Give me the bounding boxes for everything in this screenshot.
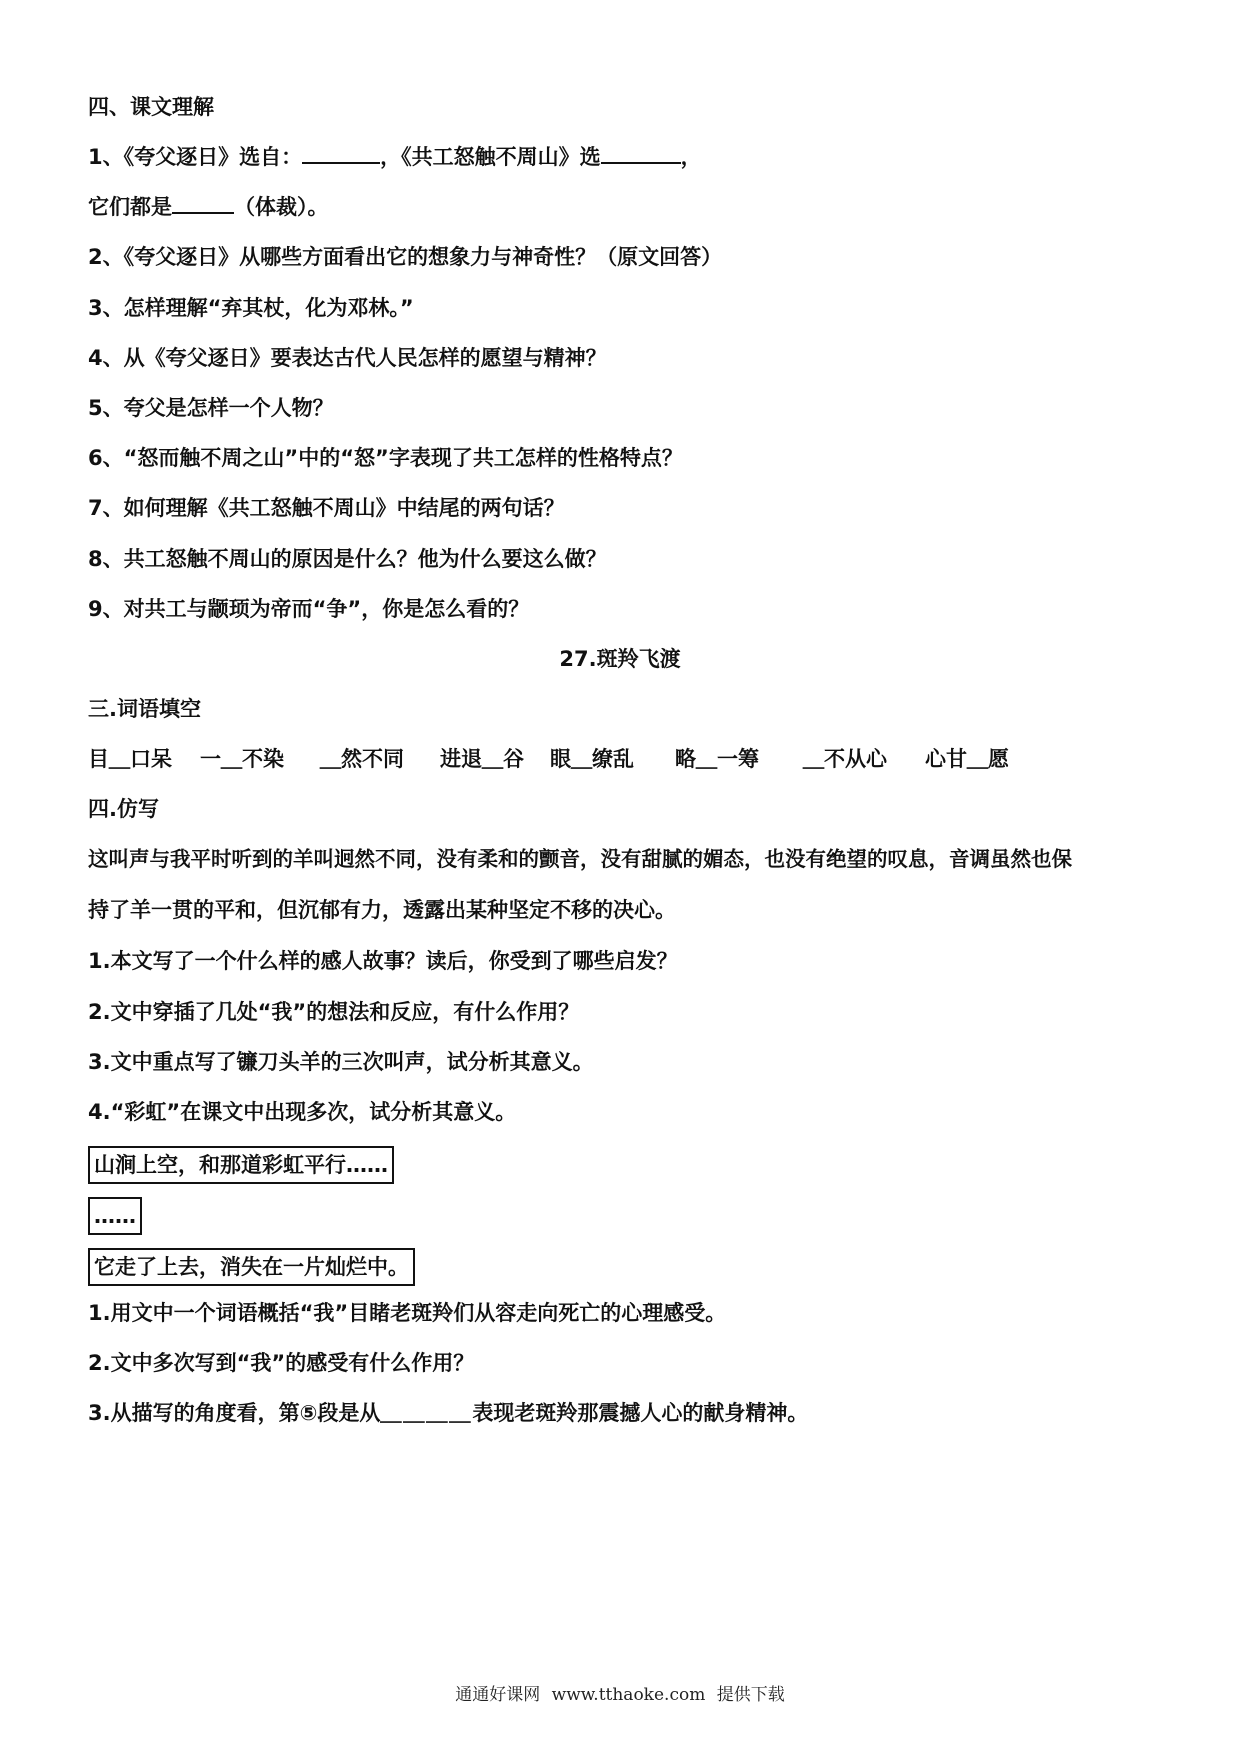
question: 6、“怒而触不周之山”中的“怒”字表现了共工怎样的性格特点？ bbox=[88, 446, 683, 470]
boxed-quote-row bbox=[88, 1248, 1180, 1286]
question-3: 3.从描写的角度看，第⑤段是从＿＿＿＿表现老斑羚那震撼人心的献身精神。 bbox=[88, 1401, 809, 1425]
question: 2、《夸父逐日》从哪些方面看出它的想象力与神奇性？（原文回答） bbox=[88, 245, 723, 269]
question: 2.文中多次写到“我”的感受有什么作用？ bbox=[88, 1351, 475, 1375]
question-1-line2: 它们都是 （体裁）。 bbox=[88, 192, 1180, 222]
answer-blank[interactable] bbox=[601, 142, 681, 164]
footer-site: 通通好课网 bbox=[455, 1685, 541, 1705]
answer-blank[interactable] bbox=[302, 142, 380, 164]
fill-words-row bbox=[88, 744, 1180, 774]
fill-word: ＿然不同 bbox=[320, 747, 404, 771]
fill-word: 进退＿谷 bbox=[440, 747, 524, 771]
fill-word: ＿不从心 bbox=[803, 747, 887, 771]
passage-line: 这叫声与我平时听到的羊叫迥然不同，没有柔和的颤音，没有甜腻的媚态，也没有绝望的叹息，音调虽然也保 bbox=[88, 847, 1072, 871]
question: 5、夸父是怎样一个人物？ bbox=[88, 396, 334, 420]
question: 4、从《夸父逐日》要表达古代人民怎样的愿望与精神？ bbox=[88, 346, 607, 370]
footer-note: 提供下载 bbox=[716, 1685, 785, 1705]
lesson-title: 27.斑羚飞渡 bbox=[559, 647, 681, 671]
boxed-quote: 山涧上空，和那道彩虹平行…… bbox=[88, 1146, 394, 1184]
answer-blank[interactable]: ＿＿＿＿ bbox=[380, 1401, 473, 1425]
answer-blank[interactable] bbox=[172, 192, 234, 214]
question: 7、如何理解《共工怒触不周山》中结尾的两句话？ bbox=[88, 496, 565, 520]
page-footer bbox=[0, 1680, 1240, 1705]
fill-heading: 三.词语填空 bbox=[88, 697, 201, 721]
fill-word: 眼＿缭乱 bbox=[550, 747, 634, 771]
boxed-quote: …… bbox=[88, 1197, 142, 1235]
fill-word: 一＿不染 bbox=[200, 747, 284, 771]
footer-url[interactable]: www.tthaoke.com bbox=[551, 1685, 706, 1705]
question: 3.文中重点写了镰刀头羊的三次叫声，试分析其意义。 bbox=[88, 1050, 594, 1074]
question: 3、怎样理解“弃其杖，化为邓林。” bbox=[88, 296, 414, 320]
boxed-quote-row bbox=[88, 1197, 1180, 1235]
question-1: 1、《夸父逐日》选自： ，《共工怒触不周山》选 ， bbox=[88, 142, 1180, 172]
question: 1.用文中一个词语概括“我”目睹老斑羚们从容走向死亡的心理感受。 bbox=[88, 1301, 727, 1325]
question: 4.“彩虹”在课文中出现多次，试分析其意义。 bbox=[88, 1100, 517, 1124]
boxed-quote-row bbox=[88, 1146, 1180, 1184]
passage-line: 持了羊一贯的平和，但沉郁有力，透露出某种坚定不移的决心。 bbox=[88, 898, 676, 922]
fill-word: 心甘＿愿 bbox=[925, 747, 1009, 771]
boxed-quote: 它走了上去，消失在一片灿烂中。 bbox=[88, 1248, 415, 1286]
question: 2.文中穿插了几处“我”的想法和反应，有什么作用？ bbox=[88, 1000, 580, 1024]
imitate-heading: 四.仿写 bbox=[88, 797, 159, 821]
question: 9、对共工与颛顼为帝而“争”，你是怎么看的？ bbox=[88, 597, 530, 621]
fill-word: 目＿口呆 bbox=[88, 747, 172, 771]
fill-word: 略＿一筹 bbox=[675, 747, 759, 771]
question: 1.本文写了一个什么样的感人故事？读后，你受到了哪些启发？ bbox=[88, 949, 678, 973]
question: 8、共工怒触不周山的原因是什么？他为什么要这么做？ bbox=[88, 547, 607, 571]
section-heading: 四、课文理解 bbox=[88, 95, 214, 119]
